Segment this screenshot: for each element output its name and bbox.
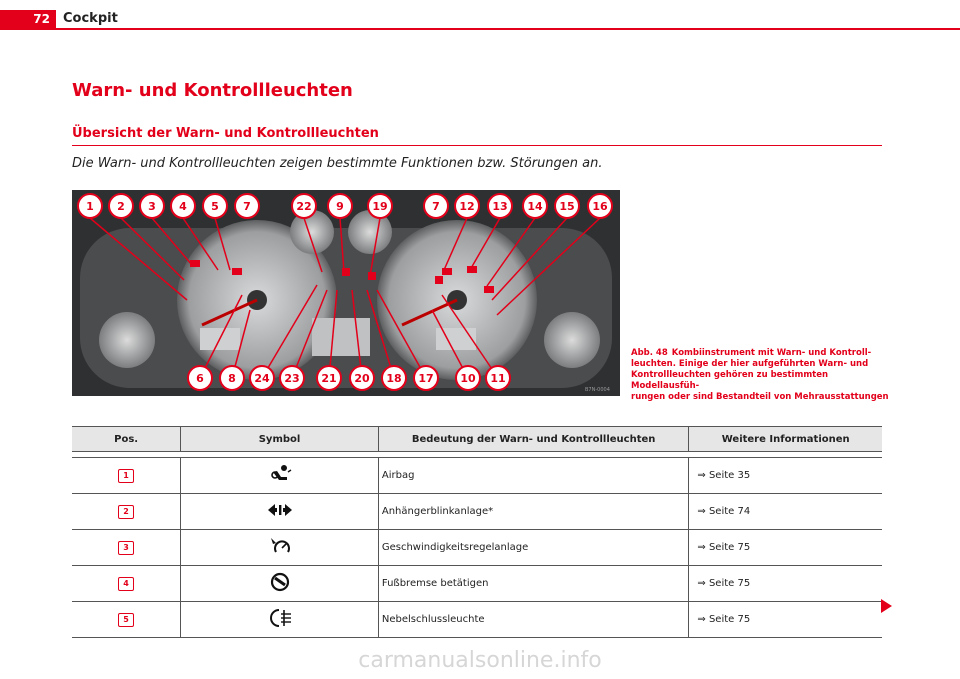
- callout-number-top: 4: [179, 200, 187, 213]
- meaning-text: Geschwindigkeitsregelanlage: [378, 530, 689, 566]
- callout-number-bottom: 8: [228, 372, 236, 385]
- position-badge: 3: [118, 541, 134, 555]
- table-row: [72, 602, 882, 638]
- column-header-pos: Pos.: [72, 427, 181, 452]
- callout-number-top: 12: [459, 200, 475, 213]
- page-number: 72: [0, 10, 56, 28]
- temperature-gauge: [544, 312, 600, 368]
- table-row: [72, 494, 882, 530]
- watermark: carmanualsonline.info: [358, 648, 602, 673]
- callout-number-top: 2: [117, 200, 125, 213]
- page-reference-link[interactable]: ⇒ Seite 75: [689, 566, 882, 602]
- table-row: [72, 530, 882, 566]
- table-row: [72, 566, 882, 602]
- callout-number-top: 5: [211, 200, 219, 213]
- instrument-cluster-illustration: [72, 190, 620, 396]
- table-row: [72, 458, 882, 494]
- rear-fog-light-icon: [267, 608, 293, 628]
- continue-arrow-icon[interactable]: [881, 599, 892, 613]
- position-badge: 4: [118, 577, 134, 591]
- meaning-text: Nebelschlussleuchte: [378, 602, 689, 638]
- airbag-icon: [267, 464, 293, 484]
- meaning-text: Fußbremse betätigen: [378, 566, 689, 602]
- callout-number-top: 15: [559, 200, 575, 213]
- figure-caption-label: Abb. 48: [631, 348, 668, 358]
- callout-number-bottom: 10: [460, 372, 476, 385]
- callout-number-top: 7: [432, 200, 440, 213]
- cruise-control-icon: [267, 536, 293, 556]
- callout-number-bottom: 17: [418, 372, 434, 385]
- warning-lights-table: [72, 426, 882, 638]
- figure-caption: [631, 348, 891, 403]
- callout-number-bottom: 21: [321, 372, 337, 385]
- section-heading: Übersicht der Warn- und Kontrollleuchten: [72, 126, 379, 141]
- callout-number-bottom: 20: [354, 372, 370, 385]
- fuel-gauge: [99, 312, 155, 368]
- meaning-text: Anhängerblinkanlage*: [378, 494, 689, 530]
- instrument-cluster-figure: [72, 190, 620, 396]
- chapter-title: Cockpit: [63, 11, 118, 26]
- figure-caption-line-4: rungen oder sind Bestandteil von Mehrausstattungen: [631, 392, 889, 402]
- trailer-indicator-icon: [267, 500, 293, 520]
- page-header: [0, 0, 960, 28]
- column-header-info: Weitere Informationen: [689, 427, 882, 452]
- header-rule: [0, 28, 960, 30]
- position-badge: 5: [118, 613, 134, 627]
- figure-caption-line-2: leuchten. Einige der hier aufgeführten Warn- und: [631, 359, 869, 369]
- callout-number-top: 19: [372, 200, 388, 213]
- page-title: Warn- und Kontrollleuchten: [72, 80, 353, 101]
- figure-caption-line-1: Kombiinstrument mit Warn- und Kontroll-: [671, 348, 872, 358]
- brake-pedal-icon: [267, 572, 293, 592]
- callout-number-top: 7: [243, 200, 251, 213]
- callout-number-bottom: 6: [196, 372, 204, 385]
- position-badge: 2: [118, 505, 134, 519]
- column-header-meaning: Bedeutung der Warn- und Kontrollleuchten: [378, 427, 689, 452]
- section-rule: [72, 145, 882, 146]
- intro-text: Die Warn- und Kontrollleuchten zeigen bestimmte Funktionen bzw. Störungen an.: [72, 156, 603, 171]
- callout-number-bottom: 23: [284, 372, 300, 385]
- page-reference-link[interactable]: ⇒ Seite 35: [689, 458, 882, 494]
- position-badge: 1: [118, 469, 134, 483]
- column-header-symbol: Symbol: [181, 427, 379, 452]
- callout-number-top: 1: [86, 200, 94, 213]
- callout-number-bottom: 18: [386, 372, 402, 385]
- callout-number-bottom: 11: [490, 372, 506, 385]
- meaning-text: Airbag: [378, 458, 689, 494]
- table-header-row: [72, 427, 882, 452]
- callout-number-top: 14: [527, 200, 543, 213]
- callout-number-top: 13: [492, 200, 508, 213]
- page-reference-link[interactable]: ⇒ Seite 75: [689, 602, 882, 638]
- page-reference-link[interactable]: ⇒ Seite 75: [689, 530, 882, 566]
- figure-code: B7N-0004: [585, 387, 610, 393]
- callout-number-bottom: 24: [254, 372, 270, 385]
- callout-number-top: 3: [148, 200, 156, 213]
- callout-number-top: 9: [336, 200, 344, 213]
- page-reference-link[interactable]: ⇒ Seite 74: [689, 494, 882, 530]
- callout-number-top: 16: [592, 200, 608, 213]
- callout-number-top: 22: [296, 200, 312, 213]
- figure-caption-line-3: Kontrollleuchten gehören zu bestimmten Modellausfüh-: [631, 370, 829, 391]
